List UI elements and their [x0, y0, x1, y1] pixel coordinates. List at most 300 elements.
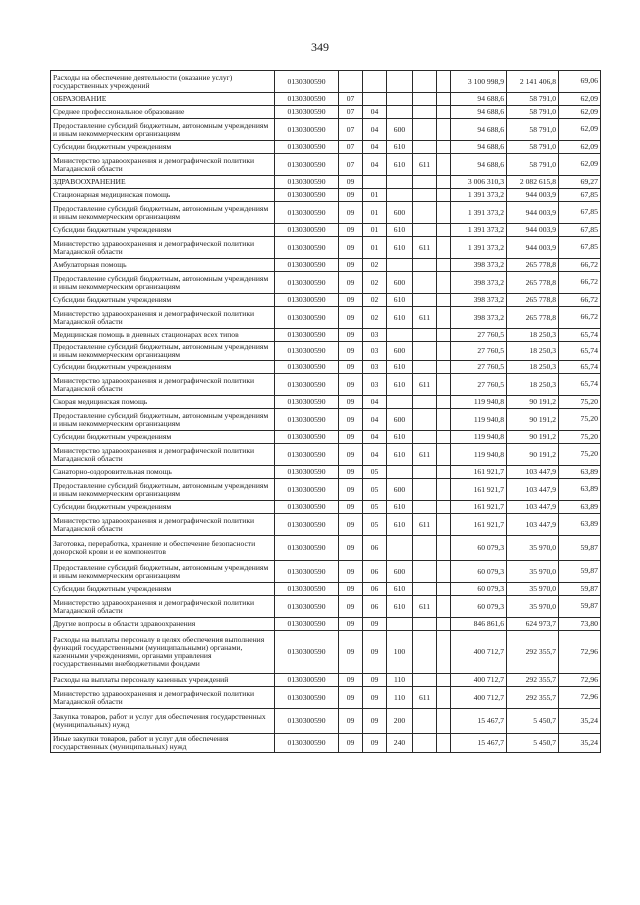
row-csr-code: 0130300590	[275, 119, 339, 141]
row-execution-percent: 62,09	[559, 141, 601, 154]
row-expense-type: 600	[387, 561, 413, 583]
row-section-code: 09	[339, 259, 363, 272]
row-actual-amount: 944 003,9	[507, 189, 559, 202]
row-execution-percent: 69,06	[559, 71, 601, 93]
row-section-code: 09	[339, 514, 363, 536]
row-expense-type: 200	[387, 709, 413, 734]
row-expense-type	[387, 396, 413, 409]
row-section-code: 09	[339, 342, 363, 361]
row-plan-amount: 161 921,7	[451, 466, 507, 479]
row-execution-percent: 63,89	[559, 514, 601, 536]
row-actual-amount: 265 778,8	[507, 307, 559, 329]
row-section-code: 09	[339, 189, 363, 202]
row-admin-code	[413, 431, 437, 444]
table-row	[51, 444, 601, 466]
row-admin-code	[413, 561, 437, 583]
row-name: ОБРАЗОВАНИЕ	[51, 93, 275, 106]
row-expense-type	[387, 189, 413, 202]
row-plan-amount: 27 760,5	[451, 342, 507, 361]
row-actual-amount: 35 970,0	[507, 536, 559, 561]
row-blank-cell	[437, 734, 451, 753]
row-expense-type: 110	[387, 687, 413, 709]
table-row	[51, 237, 601, 259]
row-actual-amount: 90 191,2	[507, 431, 559, 444]
table-row	[51, 561, 601, 583]
row-execution-percent: 62,09	[559, 93, 601, 106]
row-csr-code: 0130300590	[275, 596, 339, 618]
row-expense-type	[387, 71, 413, 93]
row-name: Предоставление субсидий бюджетным, автономным учреждениям и иным некоммерческим организациям	[51, 272, 275, 294]
row-execution-percent: 66,72	[559, 259, 601, 272]
row-actual-amount: 35 970,0	[507, 561, 559, 583]
table-row	[51, 154, 601, 176]
row-actual-amount: 58 791,0	[507, 106, 559, 119]
row-csr-code: 0130300590	[275, 514, 339, 536]
row-blank-cell	[437, 224, 451, 237]
row-subsection-code: 04	[363, 154, 387, 176]
row-section-code: 09	[339, 466, 363, 479]
row-subsection-code: 09	[363, 734, 387, 753]
row-execution-percent: 66,72	[559, 307, 601, 329]
row-actual-amount: 90 191,2	[507, 396, 559, 409]
row-csr-code: 0130300590	[275, 479, 339, 501]
row-admin-code	[413, 176, 437, 189]
row-section-code: 09	[339, 501, 363, 514]
row-section-code	[339, 71, 363, 93]
row-admin-code	[413, 536, 437, 561]
row-csr-code: 0130300590	[275, 342, 339, 361]
row-section-code: 07	[339, 93, 363, 106]
row-csr-code: 0130300590	[275, 71, 339, 93]
row-name: Расходы на выплаты персоналу в целях обеспечения выполнения функций государственными (муниципальными) органами, казенными учреждениями, органами управления государственными внебюджетными фондами	[51, 631, 275, 674]
row-section-code: 09	[339, 361, 363, 374]
row-csr-code: 0130300590	[275, 361, 339, 374]
table-row	[51, 342, 601, 361]
row-actual-amount: 35 970,0	[507, 596, 559, 618]
row-plan-amount: 161 921,7	[451, 479, 507, 501]
row-name: Стационарная медицинская помощь	[51, 189, 275, 202]
row-blank-cell	[437, 141, 451, 154]
table-row	[51, 361, 601, 374]
row-expense-type: 110	[387, 674, 413, 687]
row-blank-cell	[437, 687, 451, 709]
row-admin-code	[413, 396, 437, 409]
row-execution-percent: 59,87	[559, 596, 601, 618]
row-plan-amount: 94 688,6	[451, 154, 507, 176]
row-execution-percent: 59,87	[559, 536, 601, 561]
row-admin-code	[413, 329, 437, 342]
row-subsection-code: 01	[363, 189, 387, 202]
row-subsection-code: 09	[363, 709, 387, 734]
row-blank-cell	[437, 431, 451, 444]
row-blank-cell	[437, 444, 451, 466]
row-expense-type	[387, 93, 413, 106]
row-name: Закупка товаров, работ и услуг для обеспечения государственных (муниципальных) нужд	[51, 709, 275, 734]
row-plan-amount: 119 940,8	[451, 431, 507, 444]
row-section-code: 09	[339, 307, 363, 329]
row-subsection-code: 02	[363, 272, 387, 294]
row-admin-code	[413, 618, 437, 631]
row-admin-code	[413, 93, 437, 106]
row-expense-type: 610	[387, 374, 413, 396]
row-subsection-code	[363, 176, 387, 189]
row-plan-amount: 398 373,2	[451, 259, 507, 272]
row-subsection-code: 06	[363, 596, 387, 618]
row-section-code: 09	[339, 374, 363, 396]
row-admin-code: 611	[413, 374, 437, 396]
row-blank-cell	[437, 106, 451, 119]
table-row	[51, 618, 601, 631]
row-actual-amount: 58 791,0	[507, 119, 559, 141]
row-plan-amount: 398 373,2	[451, 294, 507, 307]
row-name: Министерство здравоохранения и демографической политики Магаданской области	[51, 307, 275, 329]
row-csr-code: 0130300590	[275, 202, 339, 224]
row-actual-amount: 292 355,7	[507, 687, 559, 709]
row-expense-type: 610	[387, 307, 413, 329]
row-expense-type: 610	[387, 596, 413, 618]
row-execution-percent: 72,96	[559, 631, 601, 674]
row-actual-amount: 292 355,7	[507, 674, 559, 687]
row-plan-amount: 1 391 373,2	[451, 237, 507, 259]
table-row	[51, 93, 601, 106]
row-section-code: 09	[339, 224, 363, 237]
row-plan-amount: 60 079,3	[451, 583, 507, 596]
table-row	[51, 536, 601, 561]
row-blank-cell	[437, 674, 451, 687]
table-row	[51, 631, 601, 674]
row-expense-type: 600	[387, 409, 413, 431]
row-section-code: 07	[339, 119, 363, 141]
row-plan-amount: 1 391 373,2	[451, 189, 507, 202]
row-subsection-code: 04	[363, 396, 387, 409]
row-actual-amount: 18 250,3	[507, 374, 559, 396]
row-expense-type: 610	[387, 361, 413, 374]
row-csr-code: 0130300590	[275, 618, 339, 631]
row-csr-code: 0130300590	[275, 396, 339, 409]
row-expense-type: 100	[387, 631, 413, 674]
row-csr-code: 0130300590	[275, 536, 339, 561]
row-subsection-code: 04	[363, 106, 387, 119]
row-admin-code	[413, 674, 437, 687]
row-expense-type: 600	[387, 119, 413, 141]
row-section-code: 09	[339, 631, 363, 674]
row-admin-code: 611	[413, 596, 437, 618]
row-name: Субсидии бюджетным учреждениям	[51, 583, 275, 596]
row-csr-code: 0130300590	[275, 431, 339, 444]
row-subsection-code: 05	[363, 501, 387, 514]
row-admin-code	[413, 734, 437, 753]
row-subsection-code: 02	[363, 259, 387, 272]
row-name: Скорая медицинская помощь	[51, 396, 275, 409]
row-name: Предоставление субсидий бюджетным, автономным учреждениям и иным некоммерческим организациям	[51, 342, 275, 361]
row-section-code: 09	[339, 687, 363, 709]
row-subsection-code: 04	[363, 444, 387, 466]
row-expense-type	[387, 329, 413, 342]
row-csr-code: 0130300590	[275, 409, 339, 431]
row-execution-percent: 72,96	[559, 674, 601, 687]
row-section-code: 07	[339, 106, 363, 119]
table-row	[51, 272, 601, 294]
row-name: Медицинская помощь в дневных стационарах всех типов	[51, 329, 275, 342]
row-section-code: 09	[339, 176, 363, 189]
row-actual-amount: 2 141 406,8	[507, 71, 559, 93]
row-csr-code: 0130300590	[275, 154, 339, 176]
row-expense-type	[387, 106, 413, 119]
row-csr-code: 0130300590	[275, 674, 339, 687]
row-csr-code: 0130300590	[275, 329, 339, 342]
row-execution-percent: 63,89	[559, 466, 601, 479]
row-csr-code: 0130300590	[275, 709, 339, 734]
row-actual-amount: 944 003,9	[507, 202, 559, 224]
row-name: Амбулаторная помощь	[51, 259, 275, 272]
row-plan-amount: 161 921,7	[451, 501, 507, 514]
table-row	[51, 176, 601, 189]
row-blank-cell	[437, 479, 451, 501]
row-execution-percent: 65,74	[559, 361, 601, 374]
row-csr-code: 0130300590	[275, 237, 339, 259]
row-blank-cell	[437, 342, 451, 361]
row-subsection-code: 03	[363, 329, 387, 342]
row-expense-type	[387, 176, 413, 189]
row-plan-amount: 94 688,6	[451, 106, 507, 119]
row-section-code: 09	[339, 431, 363, 444]
row-csr-code: 0130300590	[275, 583, 339, 596]
row-expense-type: 240	[387, 734, 413, 753]
row-subsection-code: 03	[363, 374, 387, 396]
row-csr-code: 0130300590	[275, 141, 339, 154]
row-admin-code	[413, 409, 437, 431]
row-subsection-code	[363, 93, 387, 106]
row-section-code: 09	[339, 294, 363, 307]
table-row	[51, 71, 601, 93]
row-execution-percent: 62,09	[559, 119, 601, 141]
table-row	[51, 674, 601, 687]
row-csr-code: 0130300590	[275, 189, 339, 202]
row-subsection-code: 09	[363, 674, 387, 687]
row-subsection-code: 09	[363, 687, 387, 709]
row-name: Субсидии бюджетным учреждениям	[51, 224, 275, 237]
row-subsection-code: 03	[363, 342, 387, 361]
row-actual-amount: 5 450,7	[507, 709, 559, 734]
row-csr-code: 0130300590	[275, 374, 339, 396]
row-actual-amount: 35 970,0	[507, 583, 559, 596]
row-section-code: 09	[339, 396, 363, 409]
row-expense-type: 610	[387, 224, 413, 237]
row-name: Министерство здравоохранения и демографической политики Магаданской области	[51, 154, 275, 176]
row-section-code: 09	[339, 596, 363, 618]
row-blank-cell	[437, 514, 451, 536]
row-section-code: 09	[339, 709, 363, 734]
row-plan-amount: 400 712,7	[451, 631, 507, 674]
row-admin-code	[413, 294, 437, 307]
row-blank-cell	[437, 374, 451, 396]
row-subsection-code: 01	[363, 237, 387, 259]
row-blank-cell	[437, 501, 451, 514]
row-plan-amount: 1 391 373,2	[451, 224, 507, 237]
row-actual-amount: 103 447,9	[507, 501, 559, 514]
row-subsection-code: 04	[363, 119, 387, 141]
table-row	[51, 431, 601, 444]
row-blank-cell	[437, 93, 451, 106]
page-number: 349	[311, 40, 329, 54]
row-actual-amount: 265 778,8	[507, 294, 559, 307]
row-section-code: 09	[339, 444, 363, 466]
row-section-code: 09	[339, 237, 363, 259]
row-expense-type: 610	[387, 294, 413, 307]
row-admin-code	[413, 119, 437, 141]
row-plan-amount: 27 760,5	[451, 361, 507, 374]
row-subsection-code: 04	[363, 409, 387, 431]
row-section-code: 09	[339, 329, 363, 342]
row-subsection-code: 09	[363, 631, 387, 674]
row-subsection-code: 04	[363, 141, 387, 154]
row-admin-code: 611	[413, 444, 437, 466]
table-row	[51, 259, 601, 272]
row-admin-code	[413, 501, 437, 514]
row-plan-amount: 3 100 998,9	[451, 71, 507, 93]
row-name: Предоставление субсидий бюджетным, автономным учреждениям и иным некоммерческим организациям	[51, 119, 275, 141]
row-plan-amount: 60 079,3	[451, 596, 507, 618]
row-expense-type	[387, 618, 413, 631]
table-row	[51, 106, 601, 119]
row-plan-amount: 27 760,5	[451, 374, 507, 396]
row-actual-amount: 18 250,3	[507, 342, 559, 361]
row-plan-amount: 161 921,7	[451, 514, 507, 536]
row-blank-cell	[437, 202, 451, 224]
row-blank-cell	[437, 409, 451, 431]
row-actual-amount: 2 082 615,8	[507, 176, 559, 189]
row-execution-percent: 72,96	[559, 687, 601, 709]
row-plan-amount: 94 688,6	[451, 119, 507, 141]
row-actual-amount: 292 355,7	[507, 631, 559, 674]
row-actual-amount: 265 778,8	[507, 259, 559, 272]
row-execution-percent: 69,27	[559, 176, 601, 189]
row-plan-amount: 846 861,6	[451, 618, 507, 631]
row-subsection-code: 09	[363, 618, 387, 631]
row-execution-percent: 59,87	[559, 561, 601, 583]
row-csr-code: 0130300590	[275, 466, 339, 479]
row-actual-amount: 18 250,3	[507, 361, 559, 374]
row-execution-percent: 35,24	[559, 734, 601, 753]
row-expense-type: 610	[387, 141, 413, 154]
row-execution-percent: 75,20	[559, 396, 601, 409]
table-row	[51, 224, 601, 237]
row-blank-cell	[437, 596, 451, 618]
table-row	[51, 396, 601, 409]
row-expense-type: 610	[387, 501, 413, 514]
row-plan-amount: 398 373,2	[451, 307, 507, 329]
row-execution-percent: 65,74	[559, 342, 601, 361]
row-section-code: 09	[339, 409, 363, 431]
table-row	[51, 202, 601, 224]
row-actual-amount: 18 250,3	[507, 329, 559, 342]
table-row	[51, 501, 601, 514]
row-section-code: 07	[339, 154, 363, 176]
table-row	[51, 466, 601, 479]
row-name: Субсидии бюджетным учреждениям	[51, 361, 275, 374]
row-subsection-code: 04	[363, 431, 387, 444]
row-section-code: 09	[339, 674, 363, 687]
row-csr-code: 0130300590	[275, 259, 339, 272]
row-section-code: 07	[339, 141, 363, 154]
row-name: Министерство здравоохранения и демографической политики Магаданской области	[51, 596, 275, 618]
row-subsection-code: 06	[363, 583, 387, 596]
row-name: Субсидии бюджетным учреждениям	[51, 501, 275, 514]
row-section-code: 09	[339, 583, 363, 596]
row-subsection-code: 03	[363, 361, 387, 374]
row-admin-code: 611	[413, 307, 437, 329]
row-actual-amount: 58 791,0	[507, 154, 559, 176]
row-name: ЗДРАВООХРАНЕНИЕ	[51, 176, 275, 189]
row-name: Другие вопросы в области здравоохранения	[51, 618, 275, 631]
row-csr-code: 0130300590	[275, 561, 339, 583]
row-actual-amount: 58 791,0	[507, 93, 559, 106]
row-admin-code	[413, 466, 437, 479]
table-row	[51, 307, 601, 329]
row-expense-type: 600	[387, 342, 413, 361]
row-name: Министерство здравоохранения и демографической политики Магаданской области	[51, 514, 275, 536]
row-admin-code	[413, 189, 437, 202]
row-expense-type: 610	[387, 514, 413, 536]
row-blank-cell	[437, 466, 451, 479]
row-name: Министерство здравоохранения и демографической политики Магаданской области	[51, 687, 275, 709]
row-admin-code	[413, 342, 437, 361]
row-subsection-code: 01	[363, 224, 387, 237]
row-execution-percent: 59,87	[559, 583, 601, 596]
row-csr-code: 0130300590	[275, 224, 339, 237]
row-blank-cell	[437, 536, 451, 561]
row-admin-code	[413, 224, 437, 237]
table-row	[51, 329, 601, 342]
row-expense-type	[387, 536, 413, 561]
row-subsection-code: 05	[363, 466, 387, 479]
row-name: Предоставление субсидий бюджетным, автономным учреждениям и иным некоммерческим организациям	[51, 409, 275, 431]
row-admin-code: 611	[413, 687, 437, 709]
row-execution-percent: 67,85	[559, 237, 601, 259]
row-name: Министерство здравоохранения и демографической политики Магаданской области	[51, 374, 275, 396]
row-csr-code: 0130300590	[275, 176, 339, 189]
row-admin-code	[413, 202, 437, 224]
row-name: Субсидии бюджетным учреждениям	[51, 294, 275, 307]
row-subsection-code: 05	[363, 514, 387, 536]
row-admin-code	[413, 106, 437, 119]
row-plan-amount: 400 712,7	[451, 674, 507, 687]
row-plan-amount: 1 391 373,2	[451, 202, 507, 224]
row-admin-code: 611	[413, 237, 437, 259]
budget-execution-table	[50, 70, 601, 753]
row-expense-type: 610	[387, 444, 413, 466]
row-blank-cell	[437, 237, 451, 259]
row-csr-code: 0130300590	[275, 93, 339, 106]
row-expense-type: 610	[387, 237, 413, 259]
table-row	[51, 596, 601, 618]
row-execution-percent: 63,89	[559, 501, 601, 514]
row-plan-amount: 27 760,5	[451, 329, 507, 342]
row-plan-amount: 94 688,6	[451, 141, 507, 154]
row-name: Министерство здравоохранения и демографической политики Магаданской области	[51, 237, 275, 259]
row-execution-percent: 62,09	[559, 154, 601, 176]
row-csr-code: 0130300590	[275, 631, 339, 674]
row-section-code: 09	[339, 479, 363, 501]
row-admin-code: 611	[413, 514, 437, 536]
row-execution-percent: 66,72	[559, 294, 601, 307]
row-expense-type: 600	[387, 202, 413, 224]
table-row	[51, 514, 601, 536]
row-execution-percent: 73,80	[559, 618, 601, 631]
row-subsection-code: 05	[363, 479, 387, 501]
row-subsection-code: 06	[363, 536, 387, 561]
row-blank-cell	[437, 583, 451, 596]
